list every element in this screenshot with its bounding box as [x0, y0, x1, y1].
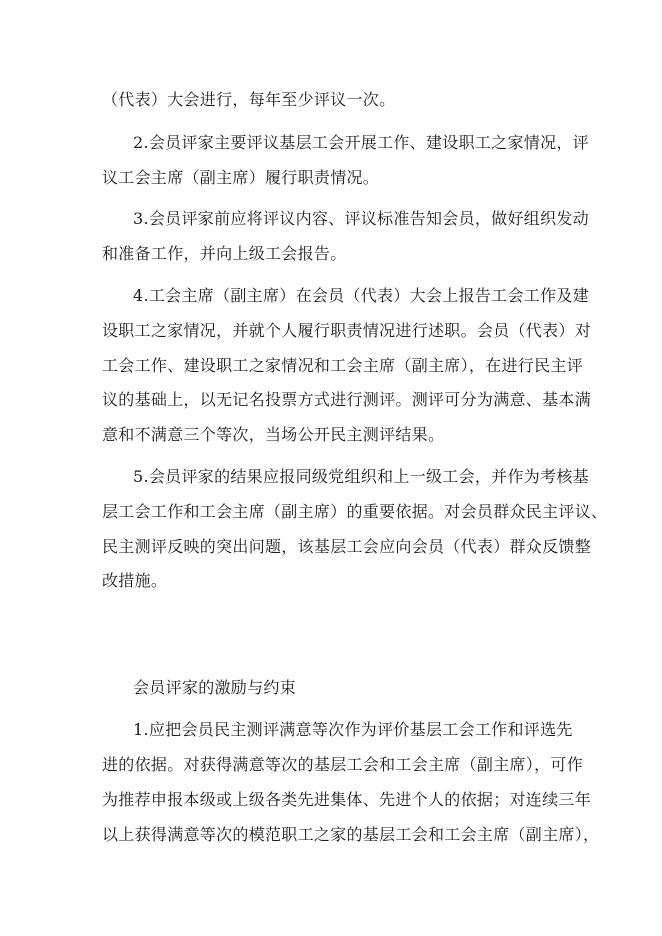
paragraph-line: 设职工之家情况，并就个人履行职责情况进行述职。会员（代表）对 — [102, 321, 592, 340]
paragraph-line: 议的基础上，以无记名投票方式进行测评。测评可分为满意、基本满 — [102, 390, 592, 409]
paragraph-line: 5.会员评家的结果应报同级党组织和上一级工会，并作为考核基 — [133, 467, 589, 486]
paragraph-line: 4.工会主席（副主席）在会员（代表）大会上报告工会工作及建 — [133, 286, 589, 305]
paragraph-line: 议工会主席（副主席）履行职责情况。 — [102, 168, 380, 187]
paragraph-line: 以上获得满意等次的模范职工之家的基层工会和工会主席（副主席）， — [102, 825, 600, 844]
paragraph-line: 进的依据。对获得满意等次的基层工会和工会主席（副主席），可作 — [102, 755, 584, 774]
paragraph-line: 2.会员评家主要评议基层工会开展工作、建设职工之家情况，评 — [133, 133, 589, 152]
paragraph-line: 层工会工作和工会主席（副主席）的重要依据。对会员群众民主评议、 — [102, 502, 608, 521]
paragraph-line: 1.应把会员民主测评满意等次作为评价基层工会工作和评选先 — [133, 720, 573, 739]
paragraph-line: 为推荐申报本级或上级各类先进集体、先进个人的依据；对连续三年 — [102, 790, 592, 809]
paragraph-line: （代表）大会进行，每年至少评议一次。 — [102, 90, 396, 109]
section-heading: 会员评家的激励与约束 — [133, 678, 297, 697]
paragraph-line: 改措施。 — [102, 571, 168, 590]
paragraph-line: 和准备工作，并向上级工会报告。 — [102, 244, 347, 263]
paragraph-line: 3.会员评家前应将评议内容、评议标准告知会员，做好组织发动 — [133, 209, 589, 228]
paragraph-line: 意和不满意三个等次，当场公开民主测评结果。 — [102, 425, 445, 444]
paragraph-line: 民主测评反映的突出问题，该基层工会应向会员（代表）群众反馈整 — [102, 537, 592, 556]
paragraph-line: 工会工作、建设职工之家情况和工会主席（副主席），在进行民主评 — [102, 356, 584, 375]
